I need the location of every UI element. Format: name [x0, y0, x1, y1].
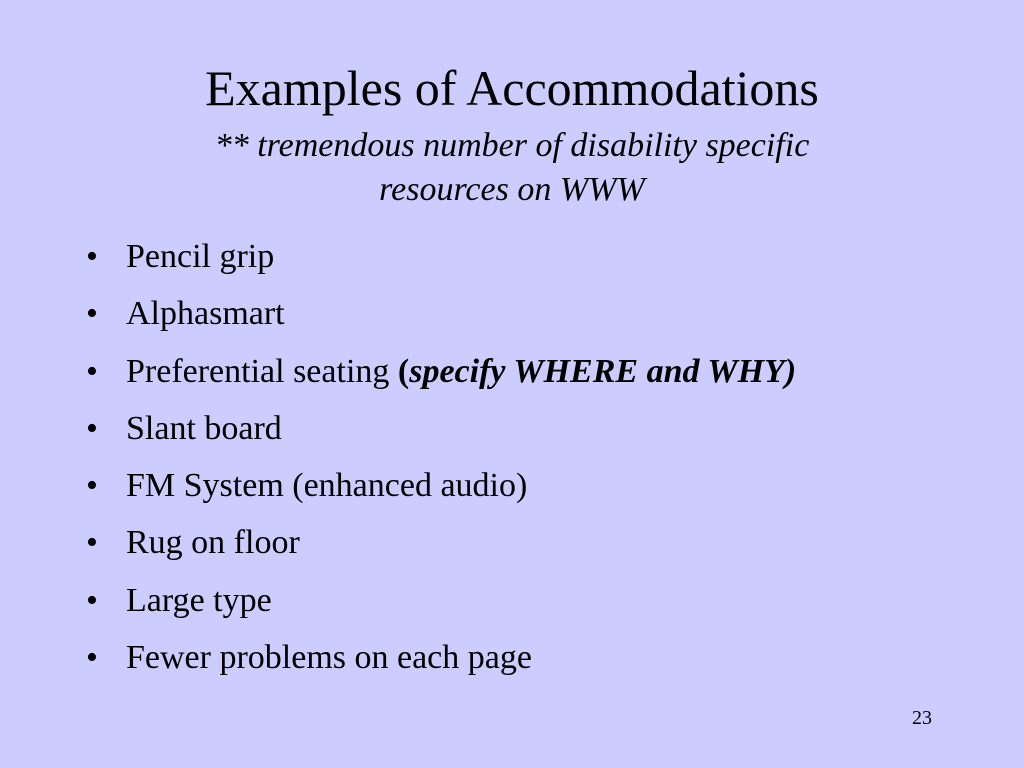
bullet-item	[86, 572, 796, 629]
bullet-text: Preferential seating	[126, 352, 398, 390]
bullet-dot: •	[86, 581, 98, 619]
bullet-dot: •	[86, 238, 98, 275]
subtitle-line-1: ** tremendous number of disability specific	[214, 127, 810, 164]
bullet-text: Alphasmart	[126, 295, 285, 333]
bullet-item	[86, 400, 796, 457]
slide-subtitle	[0, 124, 1024, 212]
bullet-dot: •	[86, 639, 98, 677]
bullet-item	[86, 285, 796, 342]
bullet-dot: •	[86, 467, 98, 505]
bullet-dot: •	[86, 409, 98, 447]
slide-title: Examples of Accommodations	[205, 60, 819, 116]
bullet-text: Slant board	[126, 409, 282, 447]
bullet-list	[86, 228, 796, 686]
bullet-item	[86, 343, 796, 400]
bullet-text: Fewer problems on each page	[126, 639, 532, 677]
bullet-text: FM System (enhanced audio)	[126, 467, 528, 505]
bullet-item	[86, 228, 796, 285]
bullet-dot: •	[86, 295, 98, 333]
bullet-item	[86, 457, 796, 514]
bullet-item	[86, 629, 796, 686]
bullet-item	[86, 514, 796, 571]
bullet-text: Rug on floor	[126, 524, 300, 562]
bullet-emphasis-open: (	[397, 352, 410, 390]
bullet-dot: •	[86, 352, 98, 390]
subtitle-line-2: resources on WWW	[379, 171, 645, 208]
bullet-dot: •	[86, 524, 98, 562]
page-number: 23	[912, 707, 932, 729]
bullet-emphasis: specify WHERE and WHY)	[409, 352, 797, 390]
bullet-text: Pencil grip	[126, 238, 275, 275]
bullet-text: Large type	[126, 581, 272, 619]
